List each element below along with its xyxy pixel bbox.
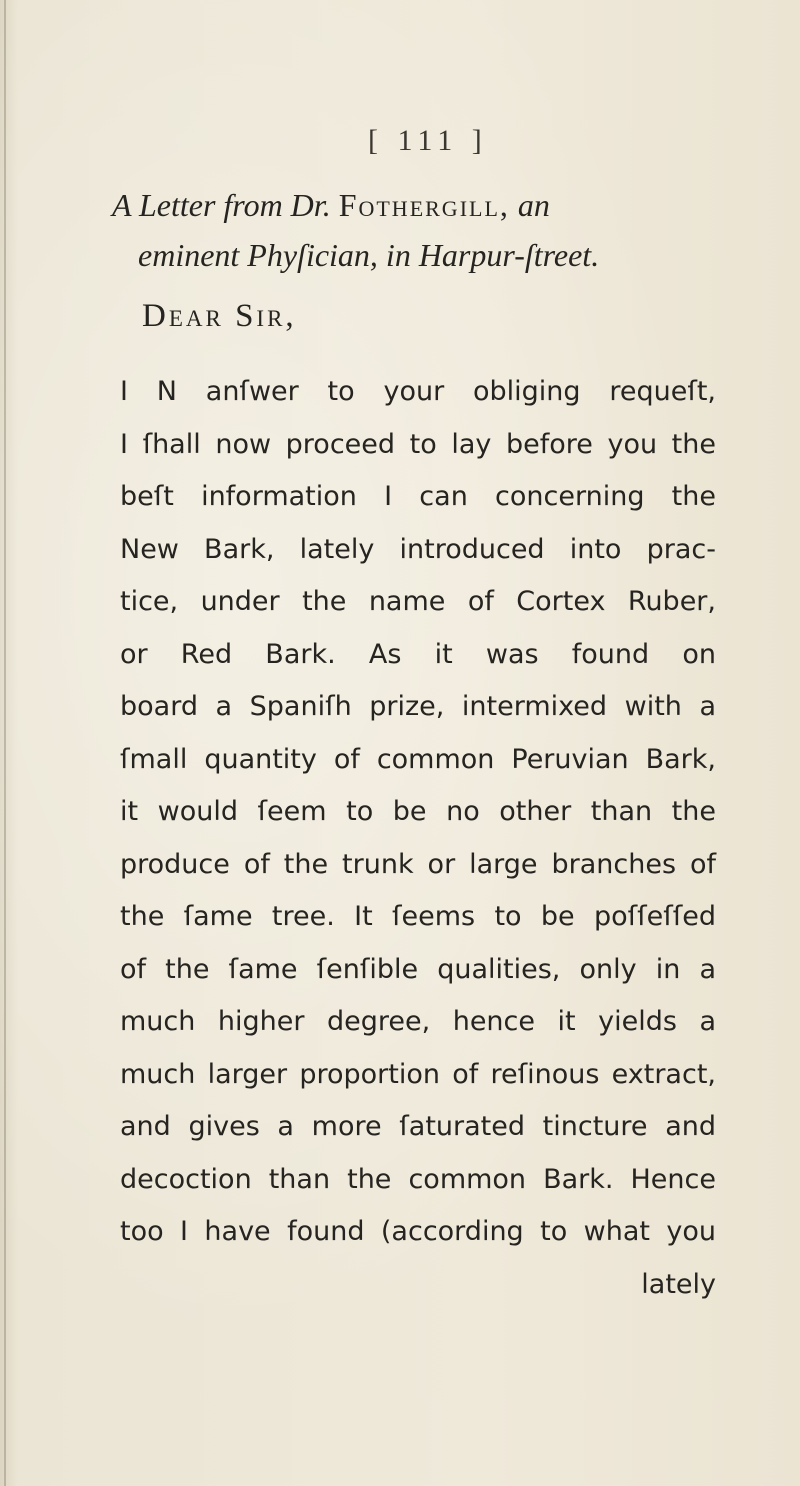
body-line: beſt information I can concerning the (120, 481, 716, 512)
body-line: of the ſame ſenſible qualities, only in a (120, 953, 716, 985)
body-line: or Red Bark. As it was found on (120, 638, 716, 670)
body-line: ſmall quantity of common Peruvian Bark, (120, 743, 716, 775)
body-line: I ſhall now proceed to lay before you the (120, 428, 716, 460)
body-line: it would ſeem to be no other than the (120, 796, 716, 827)
body-line: the ſame tree. It ſeems to be poſſeſſed (120, 901, 716, 932)
body-line: and gives a more ſaturated tincture and (120, 1111, 716, 1142)
page-number: [ 111 ] (368, 124, 488, 157)
body-line: decoction than the common Bark. Hence (120, 1163, 716, 1195)
body-line: much larger proportion of reſinous extract, (120, 1058, 716, 1090)
title-name: Fothergill, (338, 187, 510, 223)
letter-title (112, 180, 732, 280)
body-line: produce of the trunk or large branches of (120, 848, 716, 880)
letter-body (120, 366, 716, 1311)
body-line: New Bark, lately introduced into prac- (120, 533, 716, 565)
salutation: Dear Sir, (142, 298, 297, 334)
title-italic-part: A Letter from Dr. (112, 187, 331, 223)
catchword: lately (641, 1268, 716, 1300)
page-gutter (4, 0, 6, 1486)
title-line2: eminent Phyſician, in Harpur-ſtreet. (138, 237, 600, 273)
body-line: tice, under the name of Cortex Ruber, (120, 586, 716, 617)
body-line: I N anſwer to your obliging requeſt, (120, 376, 716, 407)
body-line: board a Spaniſh prize, intermixed with a (120, 691, 716, 722)
title-line1-end: an (517, 187, 550, 223)
body-line: much higher degree, hence it yields a (120, 1006, 716, 1037)
body-line: too I have found (according to what you (120, 1216, 716, 1247)
